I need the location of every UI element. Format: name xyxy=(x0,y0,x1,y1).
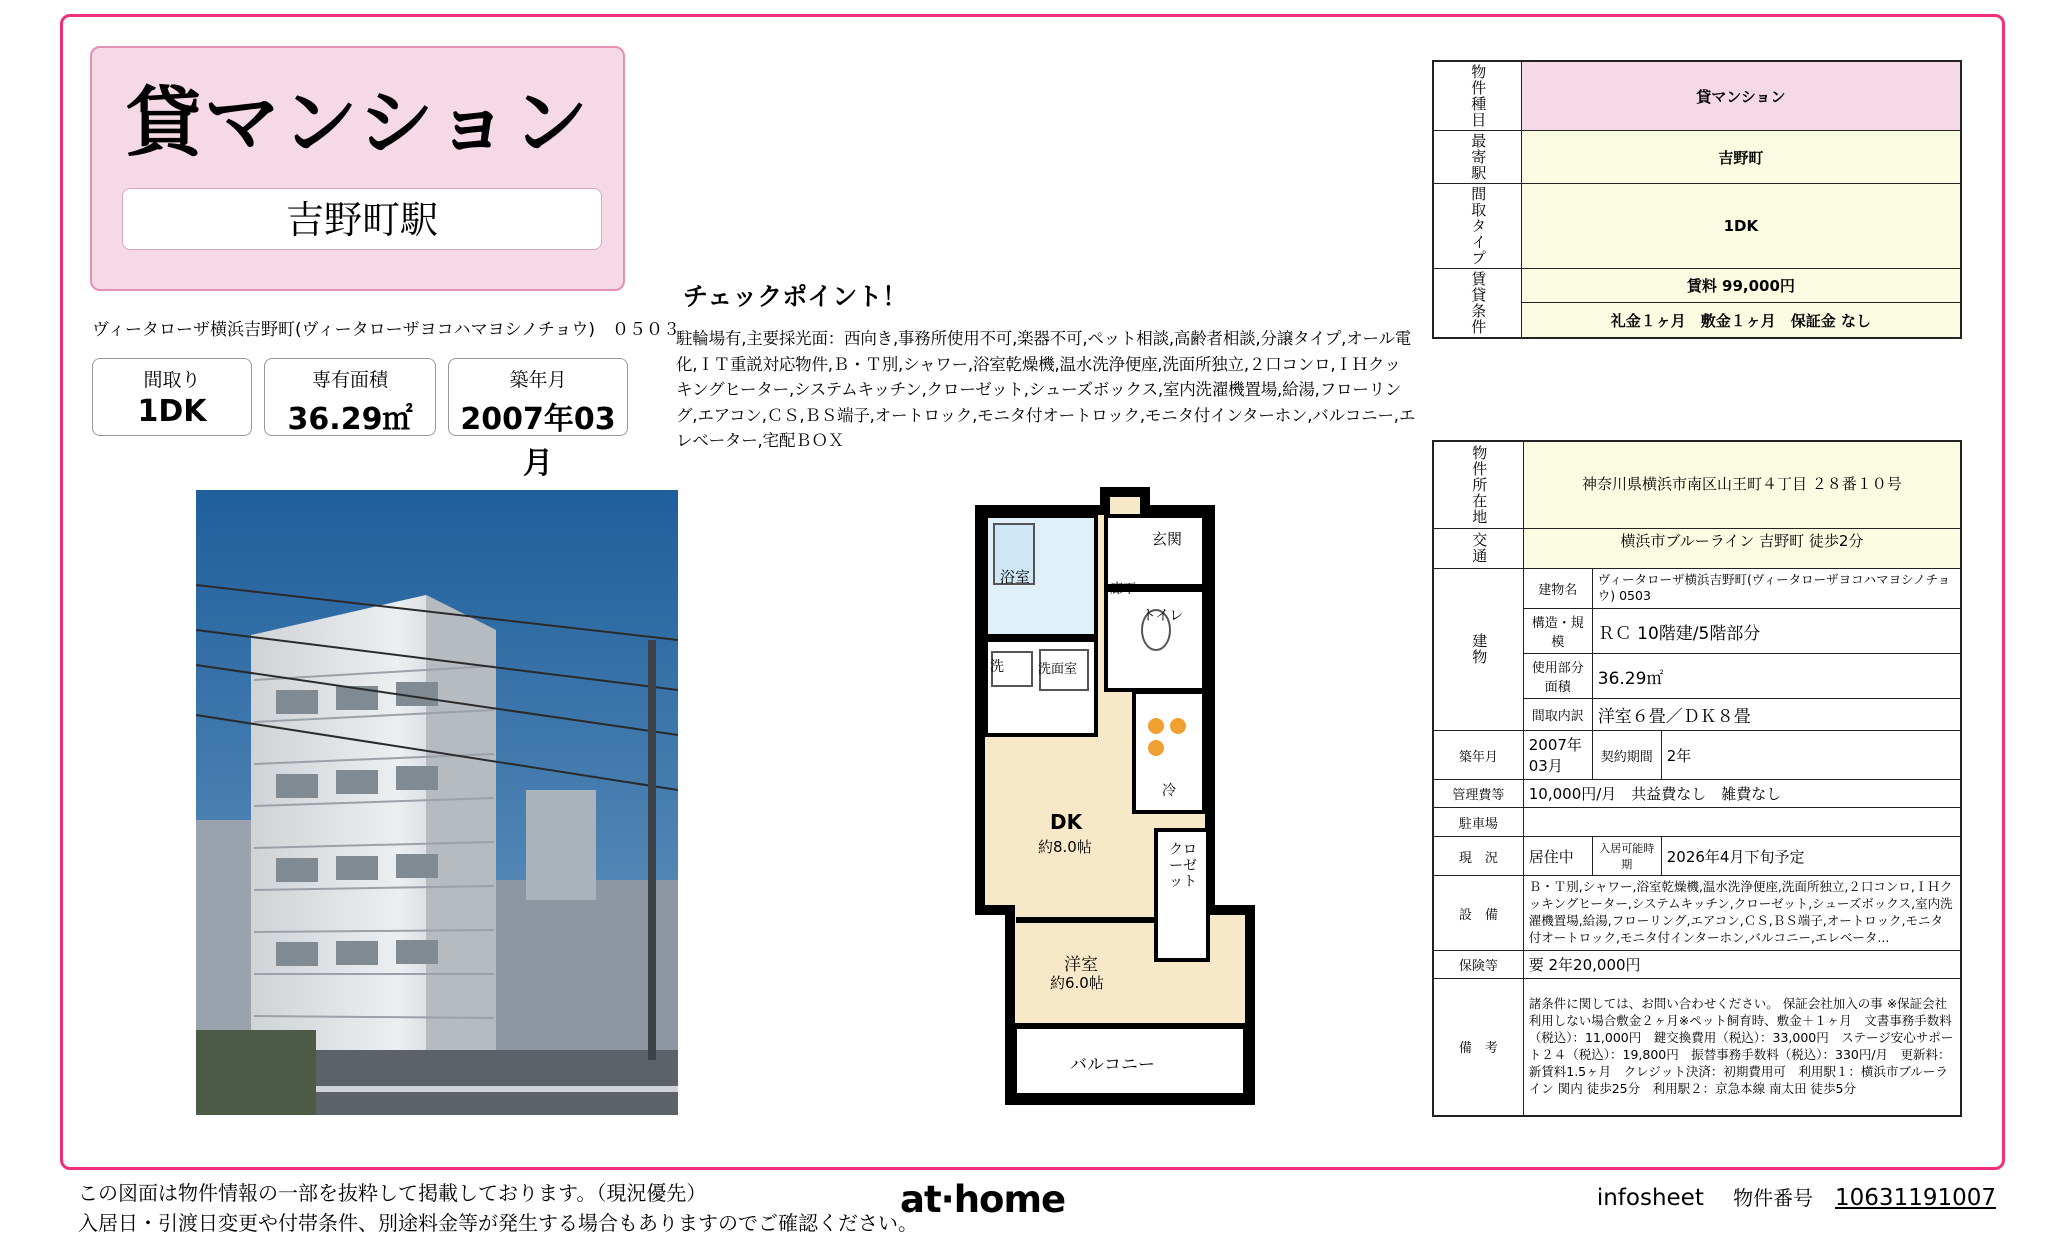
spec-built-label: 築年月 xyxy=(509,369,567,391)
property-no-value: 10631191007 xyxy=(1835,1185,1996,1211)
table-row xyxy=(1433,780,1961,808)
table-row xyxy=(1433,269,1961,303)
infosheet-label: infosheet xyxy=(1596,1185,1704,1211)
footer-note-line2: 入居日・引渡日変更や付帯条件、別途料金等が発生する場合もありますのでご確認ください。 xyxy=(78,1211,918,1235)
table-row xyxy=(1433,568,1961,609)
table-row xyxy=(1433,837,1961,876)
summary-station-value: 吉野町 xyxy=(1521,131,1961,184)
table-row xyxy=(1433,61,1961,131)
plan-label-dk-size: 約8.0帖 xyxy=(1038,838,1092,856)
summary-rent-value: 賃料 99,000円 xyxy=(1521,269,1961,303)
detail-table xyxy=(1432,440,1962,1117)
detail-mgmt-value: 10,000円/月 共益費なし 雑費なし xyxy=(1523,780,1961,808)
plan-label-bath: 浴室 xyxy=(1000,568,1031,586)
table-row xyxy=(1433,950,1961,978)
spec-area xyxy=(264,358,436,436)
detail-address-label: 物件所在地 xyxy=(1433,441,1523,529)
spec-layout xyxy=(92,358,252,436)
table-row xyxy=(1433,131,1961,184)
detail-parking-label: 駐車場 xyxy=(1433,808,1523,837)
detail-area-value: 36.29㎡ xyxy=(1592,654,1961,699)
plan-label-western-room-size: 約6.0帖 xyxy=(1050,974,1104,992)
building-name-line: ヴィータローザ横浜吉野町(ヴィータローザヨコハマヨシノチョウ) ０５０３ xyxy=(92,320,681,340)
detail-transport-value: 横浜市ブルーライン 吉野町 徒歩2分 xyxy=(1523,529,1961,569)
footer-note-line1: この図面は物件情報の一部を抜粋して掲載しております。（現況優先） xyxy=(78,1181,707,1205)
spec-boxes xyxy=(92,358,652,481)
property-type-header xyxy=(90,46,625,291)
station-box xyxy=(122,188,602,250)
detail-building-label: 建物 xyxy=(1433,568,1523,731)
building-photo xyxy=(196,490,678,1115)
detail-movein-label: 入居可能時期 xyxy=(1592,837,1661,876)
summary-type-label: 物件種目 xyxy=(1433,61,1521,131)
spec-area-value: 36.29㎡ xyxy=(287,402,413,437)
table-row xyxy=(1433,184,1961,269)
property-no-label: 物件番号 xyxy=(1733,1186,1814,1210)
checkpoint-title: チェックポイント！ xyxy=(683,282,908,311)
detail-equipment-value: Ｂ・Ｔ別,シャワー,浴室乾燥機,温水洗浄便座,洗面所独立,２口コンロ,ＩＨクッキングヒーター,システムキッチン,クローゼット,シューズボックス,室内洗濯機置場,給湯,フローリング,エアコン,ＣＳ,ＢＳ端子,オートロック,モニタ付オートロック,モニタ付インターホン,バルコニー,エレベータ... xyxy=(1523,876,1961,951)
detail-building-name-value: ヴィータローザ横浜吉野町(ヴィータローザヨコハマヨシノチョウ) 0503 xyxy=(1592,568,1961,609)
plan-label-fridge: 冷 xyxy=(1162,783,1176,799)
detail-area-label: 使用部分面積 xyxy=(1523,654,1592,699)
plan-label-wash: 洗 xyxy=(990,659,1004,675)
detail-remarks-value: 諸条件に関しては、お問い合わせください。 保証会社加入の事 ※保証会社利用しない場合敷金２ヶ月※ペット飼育時、敷金＋１ヶ月 文書事務手数料（税込）：11,000円 鍵交換費用（税込）：33,000円 ステージ安心サポート２４（税込）：19,800円 振替事務手数料（税込）：330円/月 更新料：新賃料1.5ヶ月 クレジット決済：初期費用可 利用駅１：横浜市ブルーライン 関内 徒歩25分 利用駅２：京急本線 南太田 徒歩5分 xyxy=(1523,978,1961,1116)
plan-label-hall: 廊下 xyxy=(1110,582,1137,597)
summary-layout-value: 1DK xyxy=(1521,184,1961,269)
detail-mgmt-label: 管理費等 xyxy=(1433,780,1523,808)
detail-contract-value: 2年 xyxy=(1661,731,1961,780)
footer-note xyxy=(78,1178,918,1238)
plan-label-washroom: 洗面室 xyxy=(1038,662,1078,677)
spec-built xyxy=(448,358,628,481)
spec-area-label: 専有面積 xyxy=(311,369,388,391)
table-row xyxy=(1433,808,1961,837)
summary-table xyxy=(1432,60,1962,339)
plan-label-genkan: 玄関 xyxy=(1152,530,1183,548)
detail-equipment-label: 設 備 xyxy=(1433,876,1523,951)
detail-address-value: 神奈川県横浜市南区山王町４丁目 ２８番１０号 xyxy=(1523,441,1961,529)
detail-remarks-label: 備 考 xyxy=(1433,978,1523,1116)
plan-label-dk: DK xyxy=(1050,810,1083,834)
summary-layout-label: 間取タイプ xyxy=(1433,184,1521,269)
detail-contract-label: 契約期間 xyxy=(1592,731,1661,780)
detail-transport-label: 交通 xyxy=(1433,529,1523,569)
detail-built-value: 2007年03月 xyxy=(1523,731,1592,780)
table-row xyxy=(1433,529,1961,569)
detail-insurance-value: 要 2年20,000円 xyxy=(1523,950,1961,978)
detail-parking-value xyxy=(1523,808,1961,837)
spec-built-value: 2007年03月 xyxy=(460,402,616,481)
summary-terms-label: 賃貸条件 xyxy=(1433,269,1521,339)
spec-layout-label: 間取り xyxy=(143,369,201,391)
detail-structure-value: ＲＣ 10階建/5階部分 xyxy=(1592,609,1961,654)
detail-layout-value: 洋室６畳／ＤＫ８畳 xyxy=(1592,699,1961,731)
table-row xyxy=(1433,731,1961,780)
table-row xyxy=(1433,876,1961,951)
plan-label-balcony: バルコニー xyxy=(1070,1055,1155,1075)
summary-type-value: 貸マンション xyxy=(1521,61,1961,131)
detail-insurance-label: 保険等 xyxy=(1433,950,1523,978)
summary-station-label: 最寄駅 xyxy=(1433,131,1521,184)
detail-status-value: 居住中 xyxy=(1523,837,1592,876)
floor-plan xyxy=(920,480,1330,1130)
plan-label-toilet: トイレ xyxy=(1142,608,1184,624)
property-type-title: 貸マンション xyxy=(125,78,591,167)
detail-status-label: 現 況 xyxy=(1433,837,1523,876)
table-row xyxy=(1433,441,1961,529)
athome-logo: at·home xyxy=(900,1178,1066,1221)
summary-deposit-value: 礼金１ヶ月 敷金１ヶ月 保証金 なし xyxy=(1521,303,1961,338)
checkpoint-body: 駐輪場有,主要採光面：西向き,事務所使用不可,楽器不可,ペット相談,高齢者相談,分譲タイプ,オール電化,ＩＴ重説対応物件,Ｂ・Ｔ別,シャワー,浴室乾燥機,温水洗浄便座,洗面所独立,２口コンロ,ＩＨクッキングヒーター,システムキッチン,クローゼット,シューズボックス,室内洗濯機置場,給湯,フローリング,エアコン,ＣＳ,ＢＳ端子,オートロック,モニタ付オートロック,モニタ付インターホン,バルコニー,エレベーター,宅配ＢＯＸ xyxy=(676,329,1416,451)
infosheet-block xyxy=(1597,1182,1996,1211)
detail-movein-value: 2026年4月下旬予定 xyxy=(1661,837,1961,876)
station-label: 吉野町駅 xyxy=(285,198,438,242)
plan-label-western-room: 洋室 xyxy=(1064,955,1098,975)
detail-structure-label: 構造・規模 xyxy=(1523,609,1592,654)
detail-built-label: 築年月 xyxy=(1433,731,1523,780)
spec-layout-value: 1DK xyxy=(137,394,207,429)
table-row xyxy=(1433,978,1961,1116)
detail-layout-label: 間取内訳 xyxy=(1523,699,1592,731)
detail-building-name-label: 建物名 xyxy=(1523,568,1592,609)
plan-label-closet: クローゼット xyxy=(1169,842,1197,891)
building-photo-image xyxy=(196,490,678,1115)
